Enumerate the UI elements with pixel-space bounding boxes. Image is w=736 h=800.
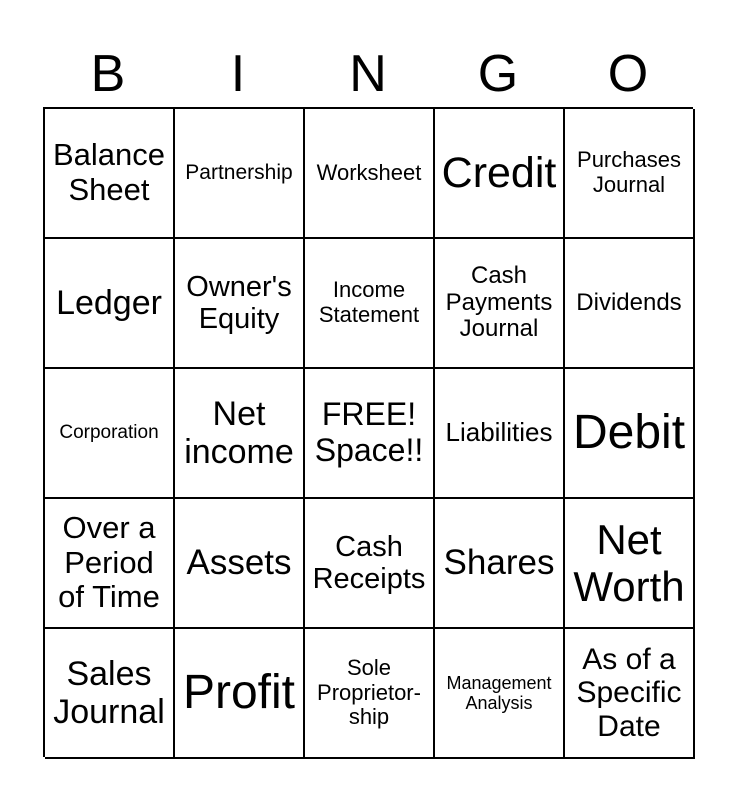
header-letter-n: N (349, 45, 387, 103)
cell-label: Owner's Equity (186, 270, 292, 335)
header-letter-i: I (230, 45, 246, 103)
bingo-card (43, 107, 693, 757)
cell-label: Corporation (59, 422, 159, 444)
cell-label: Debit (572, 406, 686, 460)
cell-label: Net Worth (573, 515, 685, 610)
header-letter-b: B (90, 45, 126, 103)
bingo-cell[interactable] (565, 109, 695, 239)
bingo-cell[interactable] (175, 109, 305, 239)
header-letter-g: G (477, 45, 519, 103)
bingo-cell[interactable] (175, 499, 305, 629)
cell-label: Cash Receipts (312, 530, 426, 595)
cell-label: Credit (441, 148, 557, 197)
free-space-cell[interactable] (305, 369, 435, 499)
bingo-cell[interactable] (435, 499, 565, 629)
bingo-cell[interactable] (175, 629, 305, 759)
bingo-cell[interactable] (175, 239, 305, 369)
cell-label: Net income (184, 394, 294, 471)
bingo-cell[interactable] (435, 239, 565, 369)
cell-label: Purchases Journal (577, 147, 681, 197)
bingo-cell[interactable] (45, 499, 175, 629)
cell-label: Liabilities (445, 417, 553, 448)
bingo-cell[interactable] (435, 109, 565, 239)
cell-label: Management Analysis (446, 672, 552, 713)
bingo-cell[interactable] (305, 239, 435, 369)
cell-label: Partnership (185, 161, 293, 185)
bingo-cell[interactable] (45, 369, 175, 499)
bingo-cell[interactable] (45, 109, 175, 239)
bingo-cell[interactable] (305, 109, 435, 239)
bingo-cell[interactable] (565, 369, 695, 499)
header-letter-o: O (607, 45, 649, 103)
bingo-cell[interactable] (305, 629, 435, 759)
cell-label: Assets (186, 543, 292, 583)
bingo-header (43, 40, 693, 108)
bingo-cell[interactable] (45, 239, 175, 369)
bingo-cell[interactable] (435, 369, 565, 499)
cell-label: Sole Proprietor- ship (317, 655, 421, 730)
cell-label: Profit (182, 666, 296, 720)
cell-label: Sales Journal (53, 654, 165, 731)
bingo-cell[interactable] (305, 499, 435, 629)
bingo-cell[interactable] (565, 499, 695, 629)
cell-label: Balance Sheet (52, 137, 166, 207)
bingo-cell[interactable] (45, 629, 175, 759)
cell-label: Cash Payments Journal (445, 261, 553, 343)
cell-label: Worksheet (316, 159, 422, 185)
bingo-cell[interactable] (565, 629, 695, 759)
cell-label: Dividends (576, 288, 682, 316)
cell-label: Over a Period of Time (58, 509, 160, 615)
bingo-cell[interactable] (435, 629, 565, 759)
bingo-cell[interactable] (565, 239, 695, 369)
cell-label: Ledger (56, 283, 162, 322)
cell-label: Shares (443, 543, 555, 583)
cell-label: FREE! Space!! (314, 396, 424, 468)
bingo-cell[interactable] (175, 369, 305, 499)
cell-label: Income Statement (318, 277, 420, 327)
cell-label: As of a Specific Date (576, 642, 682, 743)
